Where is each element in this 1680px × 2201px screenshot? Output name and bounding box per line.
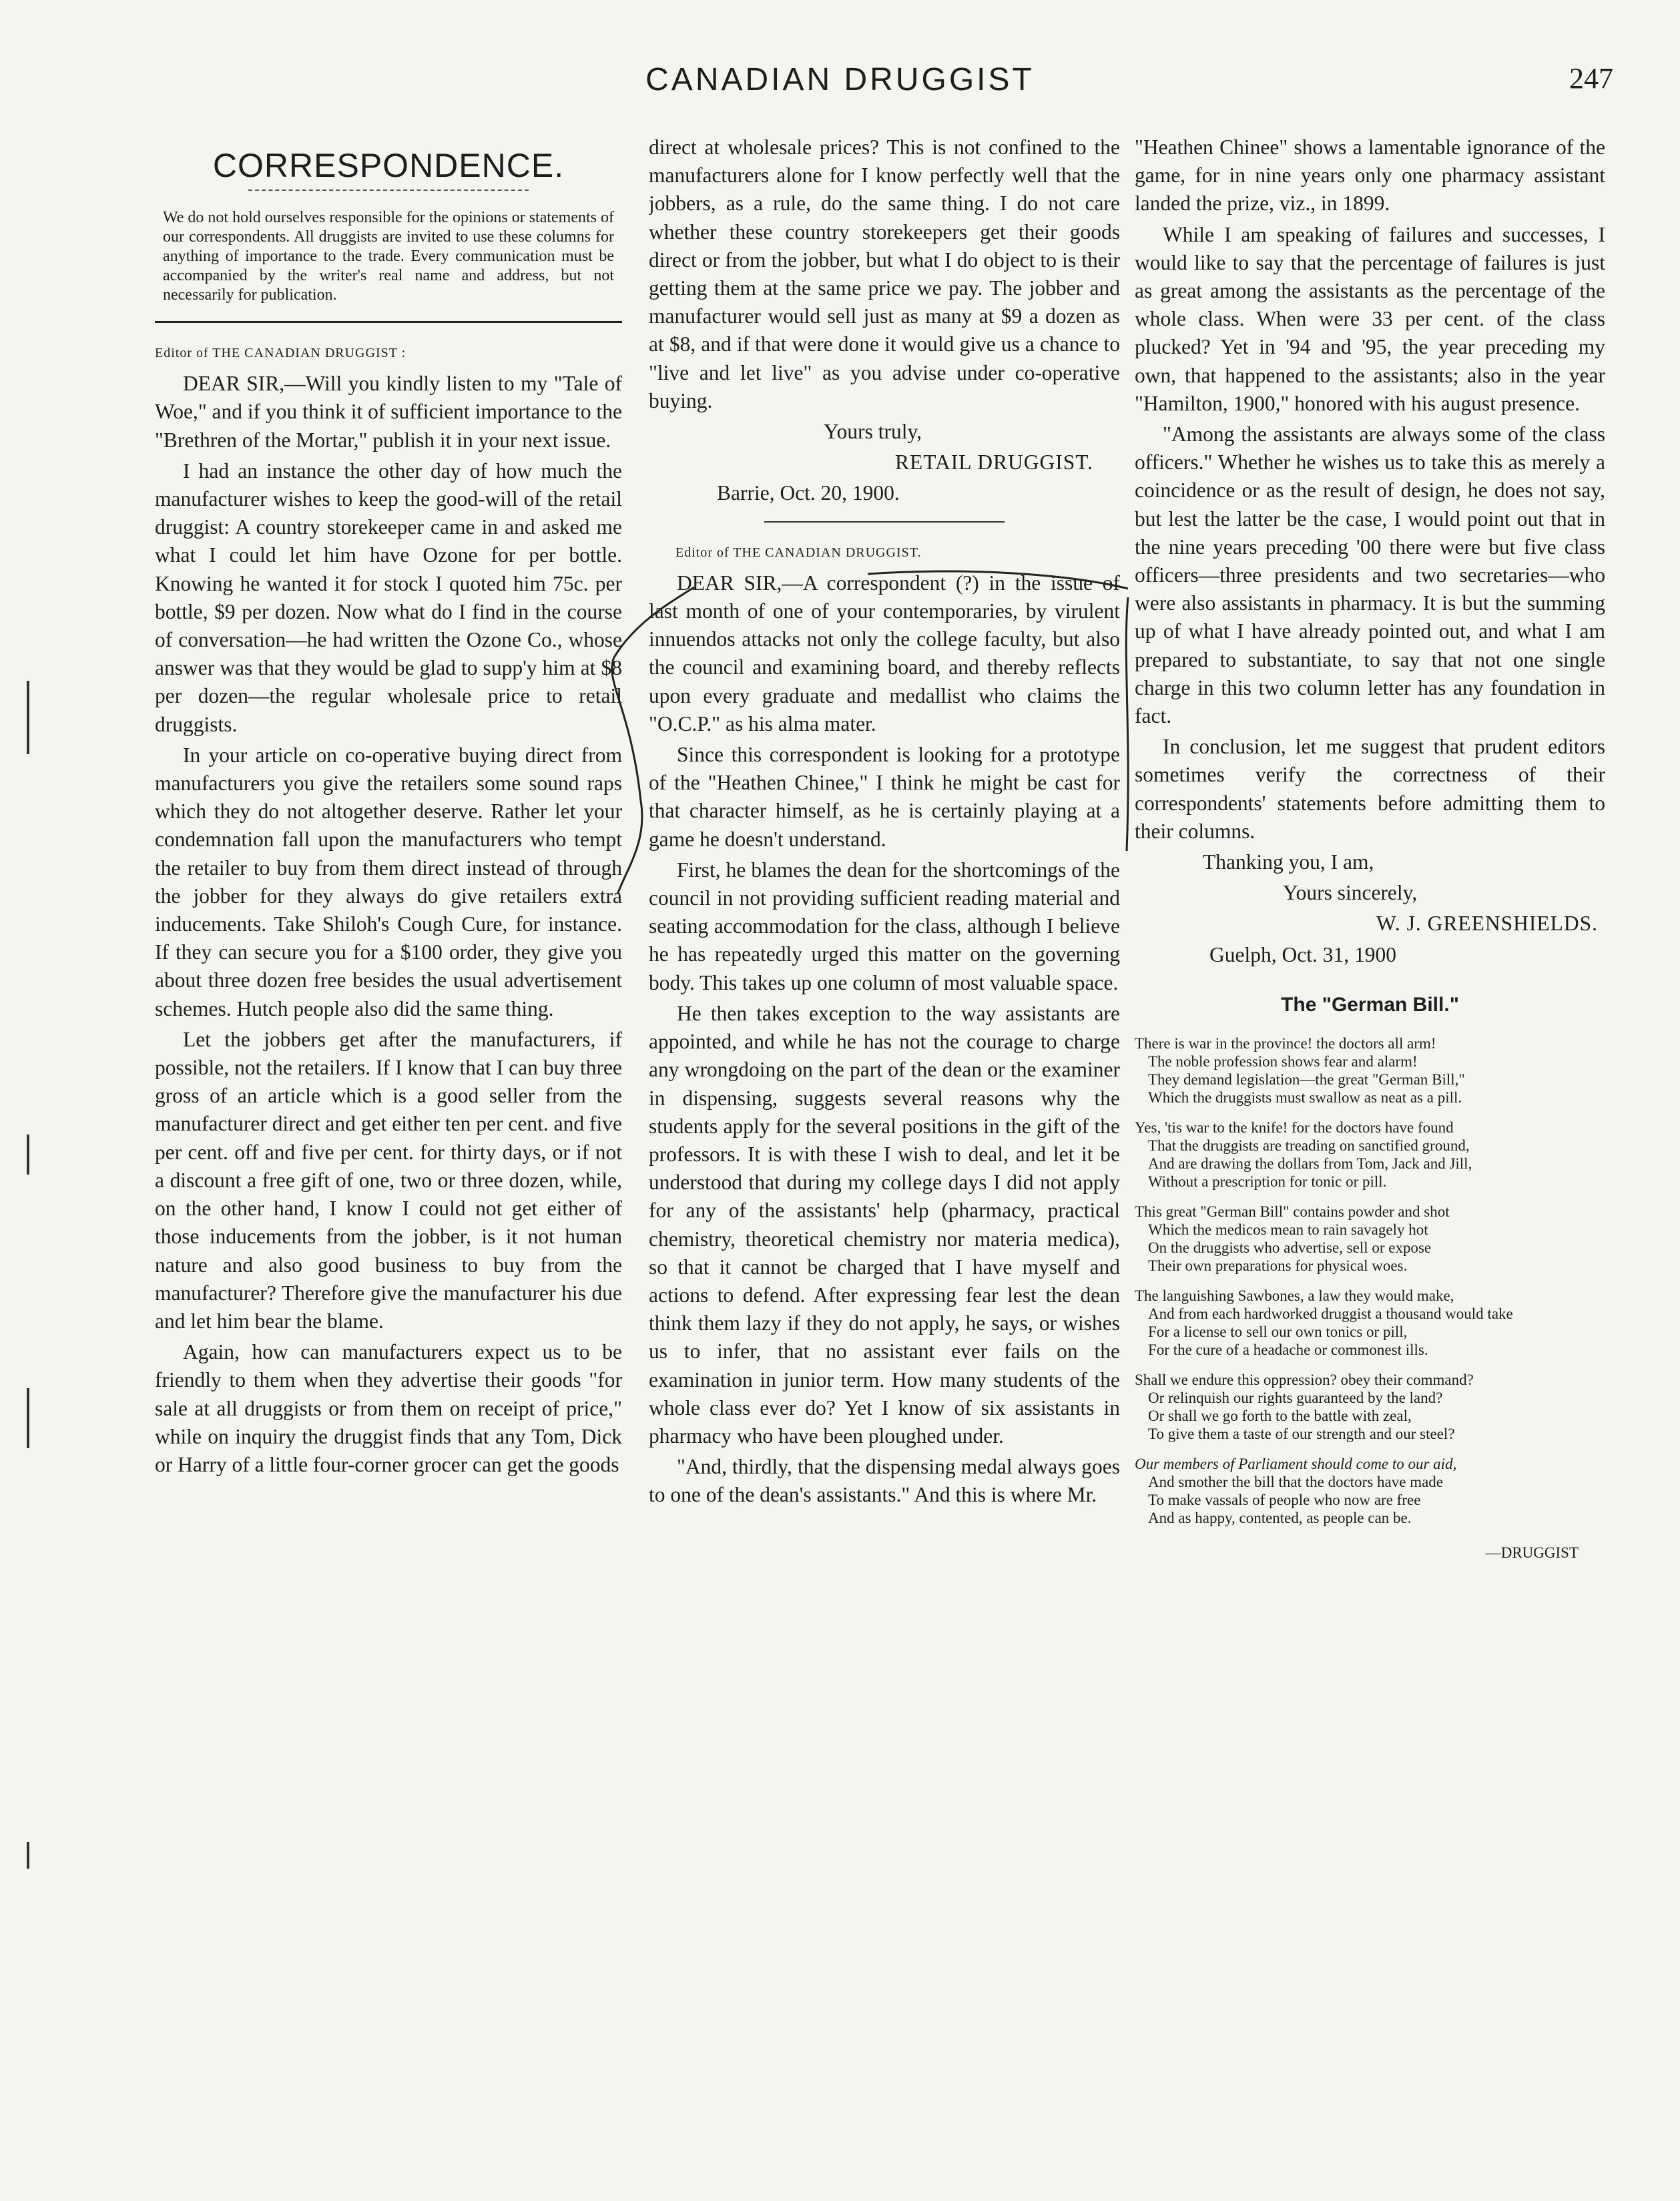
poem-stanza bbox=[1135, 1203, 1605, 1275]
signature: RETAIL DRUGGIST. bbox=[895, 450, 1093, 475]
paragraph: direct at wholesale prices? This is not confined to the manufacturers alone for I know perfectly well that the jobbers, as a rule, do the same thing. I do not care whether these country storekeepers get their goods direct or from the jobber, but what I do object to is their getting them at the same price we pay. The jobber and manufacturer would sell just as many at $9 a dozen as at $8, and if that were done it would give us a chance to "live and let live" as you advise under co-operative buying. bbox=[649, 135, 1120, 412]
poem-line: They demand legislation—the great "German Bill," bbox=[1148, 1070, 1465, 1088]
poem-line: That the druggists are treading on sanctified ground, bbox=[1148, 1137, 1470, 1154]
poem-stanza bbox=[1135, 1455, 1605, 1527]
poem-line: Or relinquish our rights guaranteed by the land? bbox=[1148, 1389, 1443, 1406]
poem-line: There is war in the province! the doctors all arm! bbox=[1135, 1034, 1436, 1052]
margin-mark bbox=[27, 1135, 29, 1175]
poem-line: To make vassals of people who now are free bbox=[1148, 1491, 1421, 1508]
place-date: Barrie, Oct. 20, 1900. bbox=[717, 481, 900, 505]
yours-truly: Yours truly, bbox=[824, 420, 922, 444]
poem-stanza bbox=[1135, 1034, 1605, 1107]
column-1 bbox=[155, 133, 622, 2189]
poem-line: Which the druggists must swallow as neat as a pill. bbox=[1148, 1088, 1462, 1106]
poem-line: Or shall we go forth to the battle with zeal, bbox=[1148, 1407, 1412, 1424]
paragraph: First, he blames the dean for the shortcomings of the council in not providing sufficient reading material and seating accommodation for the class, although I believe he has repeatedly urged this matter on the governing body. This takes up one column of most valuable space. bbox=[649, 858, 1120, 994]
paragraph: In conclusion, let me suggest that prudent editors sometimes verify the correctness of their correspondents' statements before admitting them to their columns. bbox=[1135, 735, 1605, 843]
poem-line: To give them a taste of our strength and our steel? bbox=[1148, 1425, 1455, 1442]
column-2 bbox=[649, 133, 1120, 2189]
paragraph: Let the jobbers get after the manufacturers, if possible, not the retailers. If I know that I can buy three gross of an article which is a good seller from the manufacturer direct and get either ten per cent. and five per cent. off and five per cent. for thirty days, or if not a discount a free gift of one, two or three dozen, while, on the other hand, I know I could not get either of those inducements from the jobber, is it not human nature and also good business to buy from the manufacturer? Therefore give the manufacturer his due and let him bear the blame. bbox=[155, 1027, 622, 1333]
dashed-rule bbox=[248, 190, 529, 191]
disclaimer: We do not hold ourselves responsible for the opinions or statements of our correspondents. All druggists are invited to use these columns for anything of importance to the trade. Every communication must be accompanied by the writer's real name and address, but not necessarily for publication. bbox=[163, 209, 614, 304]
poem-line: For the cure of a headache or commonest ills. bbox=[1148, 1341, 1428, 1358]
thanking-line: Thanking you, I am, bbox=[1203, 850, 1374, 874]
page-number: 247 bbox=[1569, 62, 1613, 95]
poem-line: And are drawing the dollars from Tom, Jack and Jill, bbox=[1148, 1155, 1472, 1172]
poem-line: Without a prescription for tonic or pill. bbox=[1148, 1173, 1387, 1190]
yours-sincerely: Yours sincerely, bbox=[1283, 881, 1418, 905]
paragraph: While I am speaking of failures and successes, I would like to say that the percentage of failures is just as great among the assistants as the percentage of the whole class. When were 33 per cent. of the class plucked? Yet in '94 and '95, the year preceding my own, that happened to the assistants; also in the year "Hamilton, 1900," honored with his august presence. bbox=[1135, 222, 1605, 415]
column-3 bbox=[1135, 133, 1605, 2189]
paragraph: "Heathen Chinee" shows a lamentable ignorance of the game, for in nine years only one pharmacy assistant landed the prize, viz., in 1899. bbox=[1135, 135, 1605, 216]
divider bbox=[155, 321, 622, 323]
poem-line: And from each hardworked druggist a thousand would take bbox=[1148, 1305, 1513, 1322]
poem-line: This great "German Bill" contains powder and shot bbox=[1135, 1203, 1450, 1220]
poem-line: The languishing Sawbones, a law they would make, bbox=[1135, 1287, 1454, 1304]
poem-line: And as happy, contented, as people can be. bbox=[1148, 1509, 1412, 1526]
poem-stanza bbox=[1135, 1371, 1605, 1443]
paragraph: DEAR SIR,—A correspondent (?) in the issue of last month of one of your contemporaries, by virulent innuendos attacks not only the college faculty, but also the council and examining board, and thereby reflects upon every graduate and medallist who claims the "O.C.P." as his alma mater. bbox=[649, 571, 1120, 735]
page-header bbox=[0, 61, 1680, 121]
poem-line: Yes, 'tis war to the knife! for the doctors have found bbox=[1135, 1119, 1454, 1136]
paragraph: In your article on co-operative buying direct from manufacturers you give the retailers some sound raps which they do not altogether deserve. Rather let your condemnation fall upon the manufacturers who tempt the retailer to buy from them direct instead of through the jobber for they always do give retailers extra inducements. Take Shiloh's Cough Cure, for instance. If they can secure you for a $100 order, they give you about three dozen free besides the usual advertisement schemes. Hutch people also did the same thing. bbox=[155, 743, 622, 1020]
paragraph: Again, how can manufacturers expect us to be friendly to them when they advertise their goods "for sale at all druggists or from them on receipt of price," while on inquiry the druggist finds that any Tom, Dick or Harry of a little four-corner grocer can get the goods bbox=[155, 1340, 622, 1476]
paragraph: Since this correspondent is looking for a prototype of the "Heathen Chinee," I think he might be cast for that character himself, as he is certainly playing at a game he doesn't understand. bbox=[649, 743, 1120, 851]
poem-line: Shall we endure this oppression? obey their command? bbox=[1135, 1371, 1474, 1388]
poem-stanza bbox=[1135, 1287, 1605, 1359]
poem-line: Which the medicos mean to rain savagely hot bbox=[1148, 1221, 1428, 1238]
publication-title: CANADIAN DRUGGIST bbox=[645, 62, 1035, 97]
poem-line: On the druggists who advertise, sell or expose bbox=[1148, 1239, 1432, 1256]
poem-line: Our members of Parliament should come to our aid, bbox=[1135, 1455, 1457, 1472]
paragraph: "Among the assistants are always some of the class officers." Whether he wishes us to take this as merely a coincidence or as the result of design, he does not say, but lest the latter be the case, I would point out that in the nine years preceding '00 there were but five class officers—three presidents and two secretaries—who were also assistants in pharmacy. It is but the summing up of what I have already pointed out, and what I am prepared to substantiate, to say that not one single charge in this two column letter has any foundation in fact. bbox=[1135, 422, 1605, 728]
poem-line: For a license to sell our own tonics or pill, bbox=[1148, 1323, 1408, 1340]
margin-mark bbox=[27, 1842, 29, 1869]
paragraph: "And, thirdly, that the dispensing medal always goes to one of the dean's assistants." And this is where Mr. bbox=[649, 1455, 1120, 1507]
poem-line: Their own preparations for physical woes. bbox=[1148, 1257, 1408, 1274]
poem-stanza bbox=[1135, 1119, 1605, 1191]
paragraph: He then takes exception to the way assistants are appointed, and while he has not the courage to charge any wrongdoing on the part of the dean or the examiner in dispensing, suggests several reasons why the students apply for the several positions in the gift of the professors. It is with these I wish to deal, and let it be understood that during my college days I did not apply for any of the assistants' help (pharmacy, practical chemistry, theoretical chemistry nor materia medica), so that it cannot be charged that I have myself and actions to defend. After expressing fear lest the dean think them lazy if they do not apply, he says, or wishes us to infer, that no assistant ever fails on the examination in junior term. How many students of the whole class ever do? Yet I know of six assistants in pharmacy who have been ploughed under. bbox=[649, 1001, 1120, 1448]
divider bbox=[764, 521, 1005, 523]
poem bbox=[1135, 1034, 1605, 1527]
poem-line: The noble profession shows fear and alarm! bbox=[1148, 1052, 1418, 1070]
signature: W. J. GREENSHIELDS. bbox=[1376, 912, 1598, 936]
paragraph: DEAR SIR,—Will you kindly listen to my "Tale of Woe," and if you think it of sufficient importance to the "Brethren of the Mortar," publish it in your next issue. bbox=[155, 372, 622, 452]
section-title: CORRESPONDENCE. bbox=[212, 147, 565, 184]
editor-line: Editor of THE CANADIAN DRUGGIST : bbox=[155, 346, 406, 360]
poem-signature: —DRUGGIST bbox=[1485, 1544, 1579, 1561]
margin-mark bbox=[27, 1388, 29, 1448]
place-date: Guelph, Oct. 31, 1900 bbox=[1209, 942, 1396, 966]
paragraph: I had an instance the other day of how much the manufacturer wishes to keep the good-will of the retail druggist: A country storekeeper came in and asked me what I could let him have Ozone for per bottle. Knowing he wanted it for stock I quoted him 75c. per bottle, $9 per dozen. Now what do I find in the course of conversation—he had written the Ozone Co., whose answer was that they would be glad to supp'y him at $8 per dozen—the regular wholesale price to retail druggists. bbox=[155, 458, 622, 736]
margin-mark bbox=[27, 681, 29, 754]
poem-title: The "German Bill." bbox=[1281, 993, 1459, 1016]
editor-line: Editor of THE CANADIAN DRUGGIST. bbox=[675, 545, 922, 560]
poem-line: And smother the bill that the doctors have made bbox=[1148, 1473, 1443, 1490]
